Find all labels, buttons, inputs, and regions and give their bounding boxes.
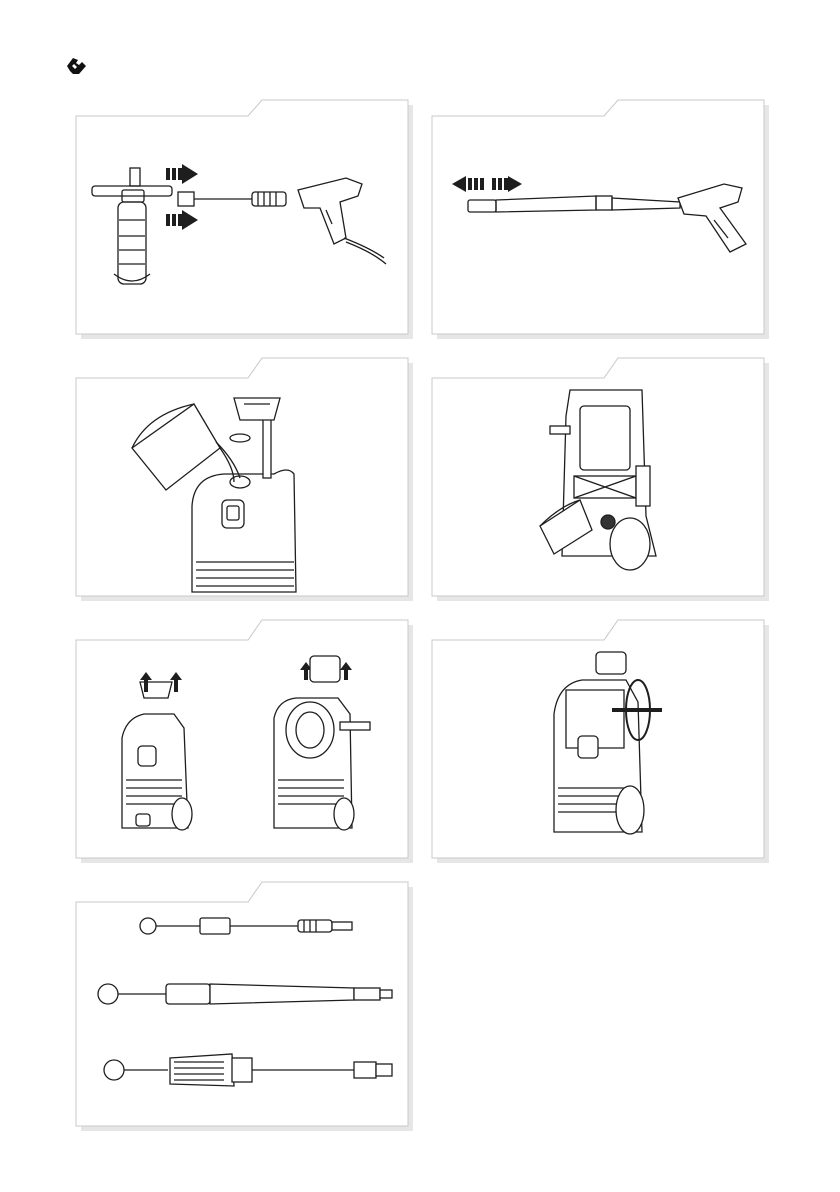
panel-detergent-filling (74, 356, 414, 600)
panel-hose-reel-winding (430, 618, 770, 862)
turbo-nozzle-icon (74, 880, 414, 1130)
wrench-tool-icon (64, 54, 90, 78)
spray-gun-icon (74, 98, 414, 338)
measuring-jug-icon (74, 356, 414, 600)
panel-rear-detergent-tank (430, 356, 770, 600)
hose-reel-icon (74, 618, 414, 862)
panel-handle-raising (74, 618, 414, 862)
panel-lance-extension (430, 98, 770, 338)
rotation-icon (430, 618, 770, 862)
spray-gun-icon (430, 98, 770, 338)
panel-foam-bottle-assembly (74, 98, 414, 338)
panel-nozzle-types (74, 880, 414, 1130)
measuring-jug-icon (430, 356, 770, 600)
